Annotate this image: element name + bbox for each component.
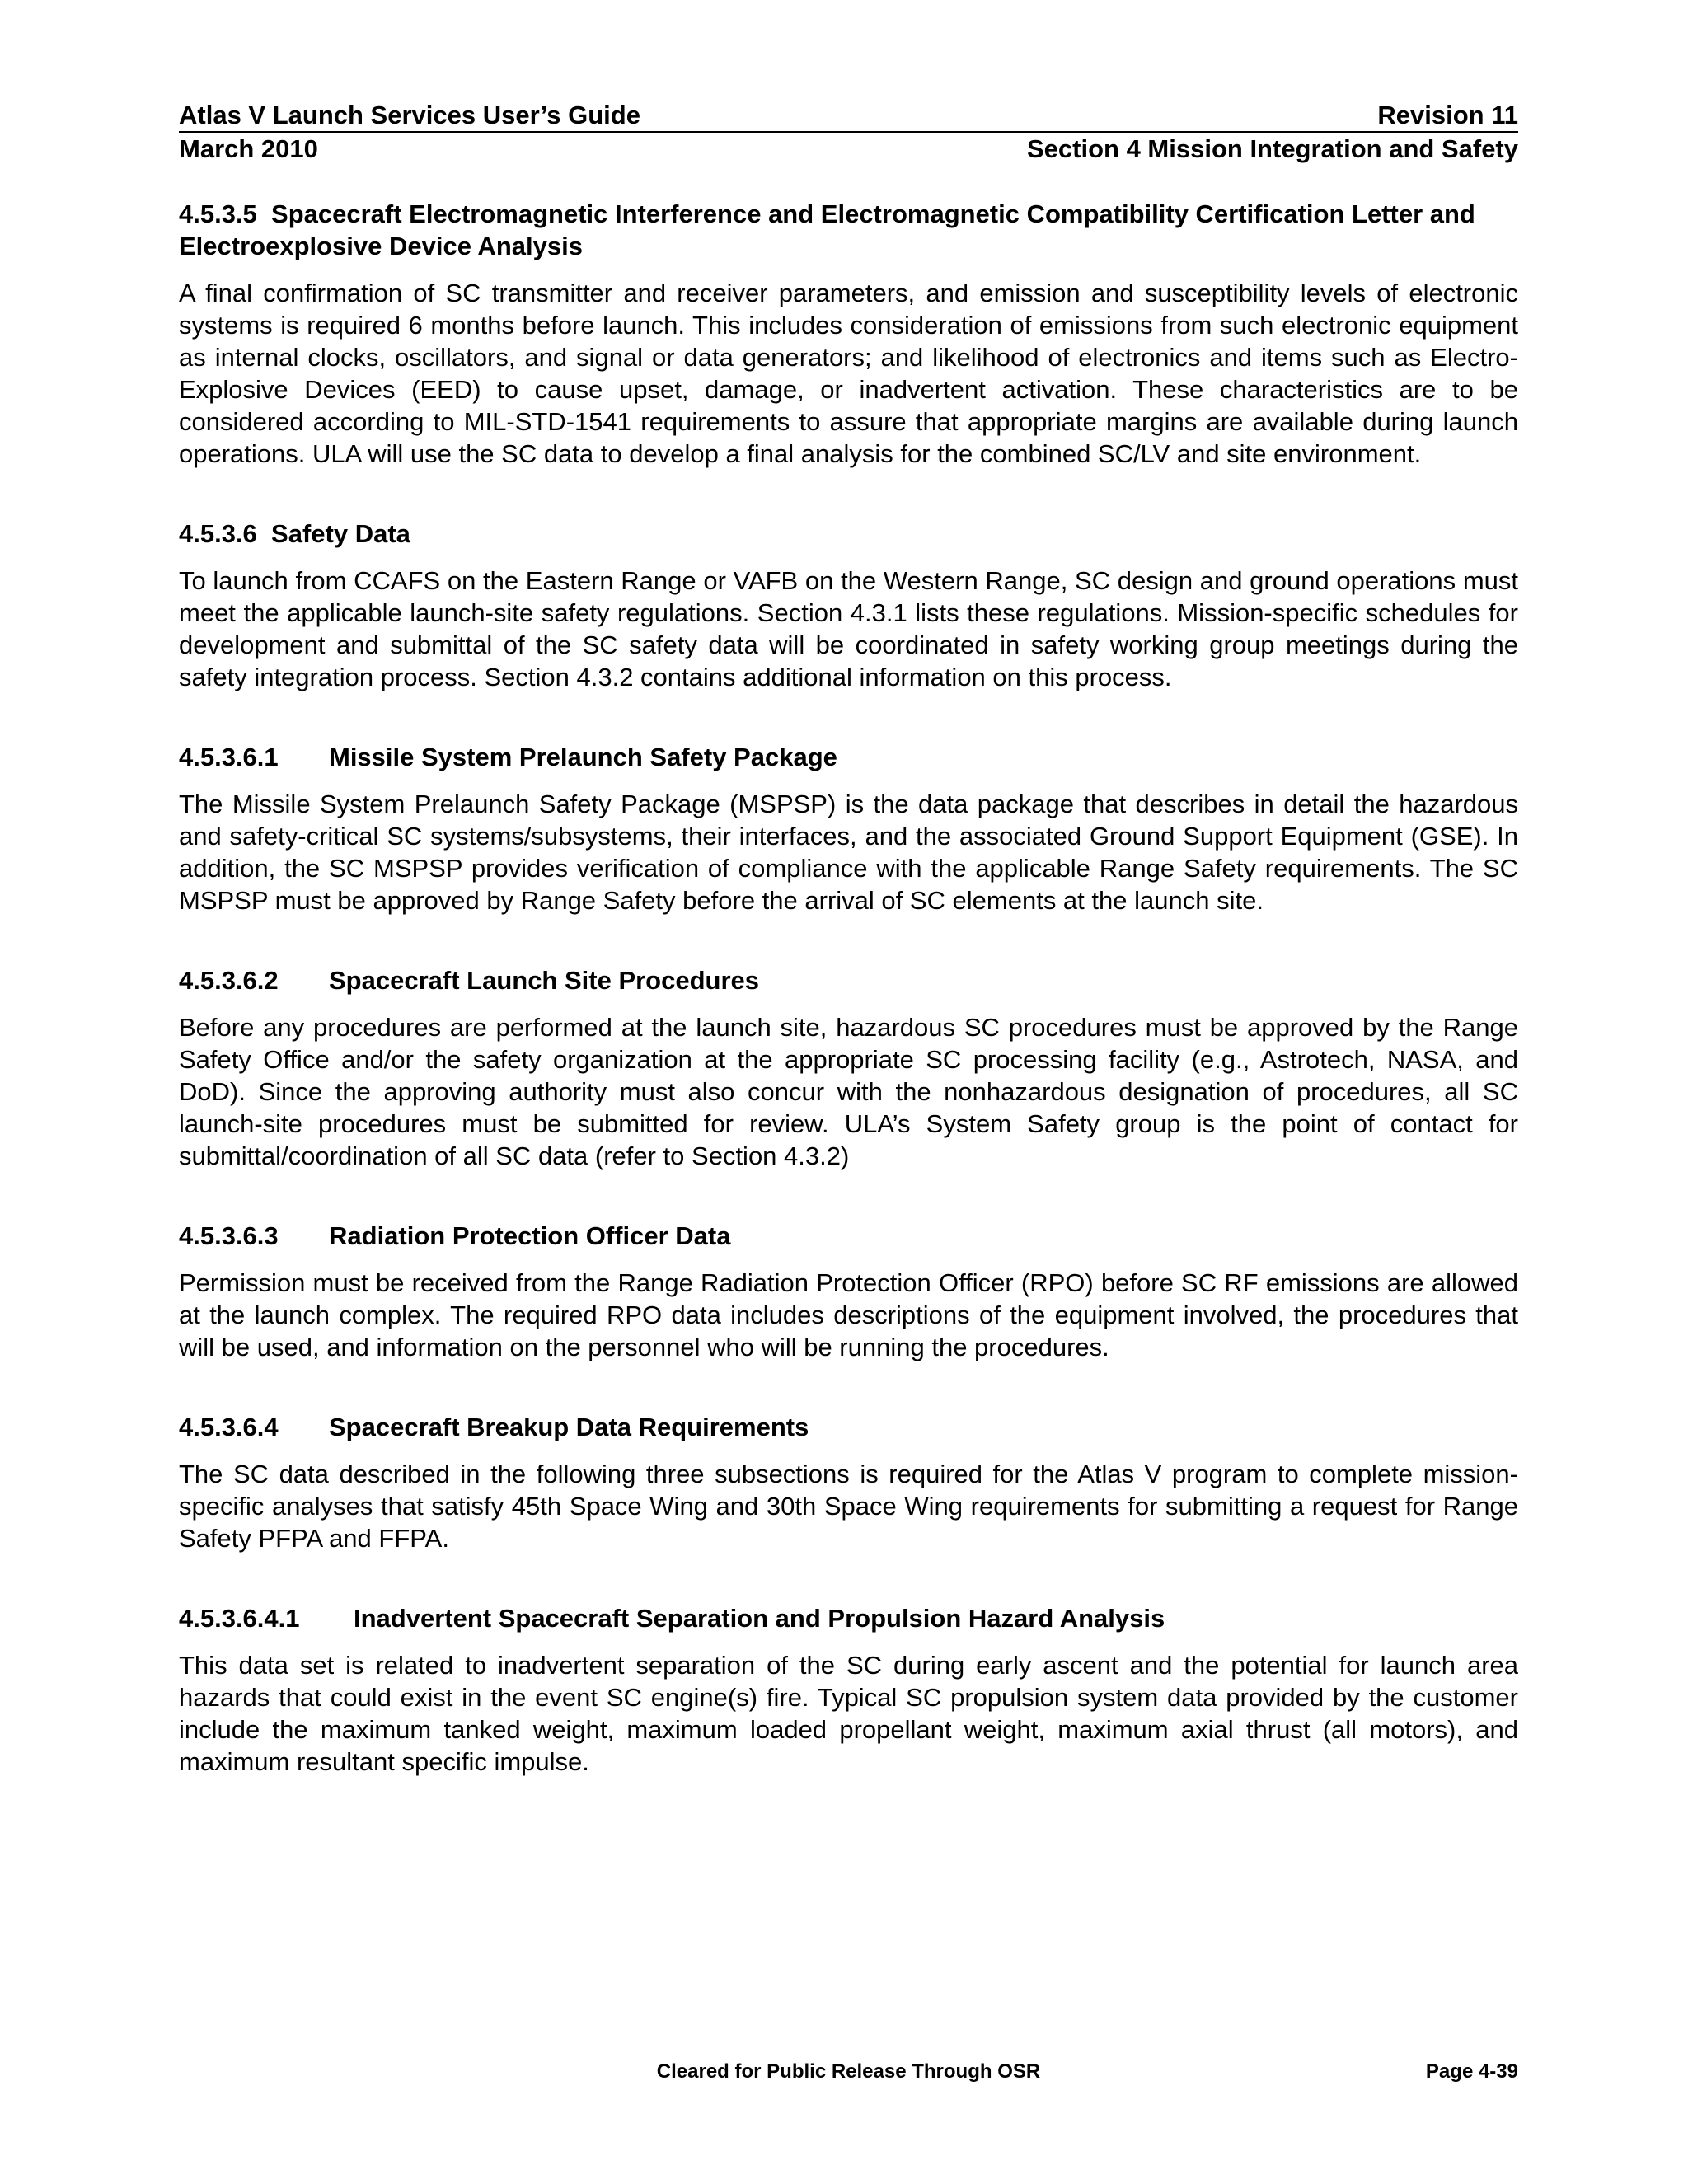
- section-title: Spacecraft Electromagnetic Interference and Electromagnetic Compatibility Certification Letter and Electroexplosive Device Analysis: [179, 199, 1475, 260]
- section-body: A final confirmation of SC transmitter and receiver parameters, and emission and susceptibility levels of electronic systems is required 6 months before launch. This includes consideration of emissions from such electronic equipment as internal clocks, oscillators, and signal or data generators; and likelihood of electronics and items such as Electro-Explosive Devices (EED) to cause upset, damage, or inadvertent activation. These characteristics are to be considered according to MIL-STD-1541 requirements to assure that appropriate margins are available during launch operations. ULA will use the SC data to develop a final analysis for the combined SC/LV and site environment.: [179, 279, 1518, 468]
- page-content: [179, 198, 1518, 1825]
- document-page: [179, 0, 1518, 2184]
- section-number: 4.5.3.6.1: [179, 743, 279, 771]
- section-title: Missile System Prelaunch Safety Package: [329, 743, 837, 771]
- section-heading: [179, 741, 1518, 773]
- section-4-5-3-6-4: [179, 1411, 1518, 1554]
- page-number: Page 4-39: [1425, 2060, 1518, 2083]
- section-4-5-3-6-4-1: [179, 1602, 1518, 1778]
- section-body: Permission must be received from the Range Radiation Protection Officer (RPO) before SC RF emissions are allowed at the launch complex. The required RPO data includes descriptions of the equipment involved, the procedures that will be used, and information on the personnel who will be running the procedures.: [179, 1268, 1518, 1361]
- clearance-note: Cleared for Public Release Through OSR: [656, 2060, 1041, 2083]
- section-heading: [179, 518, 1518, 550]
- section-heading: [179, 964, 1518, 996]
- section-body: The Missile System Prelaunch Safety Package (MSPSP) is the data package that describes in detail the hazardous and safety-critical SC systems/subsystems, their interfaces, and the associated Ground Support Equipment (GSE). In addition, the SC MSPSP provides verification of compliance with the applicable Range Safety requirements. The SC MSPSP must be approved by Range Safety before the arrival of SC elements at the launch site.: [179, 790, 1518, 915]
- section-title: Spacecraft Launch Site Procedures: [329, 966, 760, 995]
- section-heading: [179, 198, 1518, 262]
- section-number: 4.5.3.6.4.1: [179, 1604, 300, 1633]
- section-title: Radiation Protection Officer Data: [329, 1221, 731, 1250]
- section-4-5-3-5: [179, 198, 1518, 470]
- section-4-5-3-6: [179, 518, 1518, 693]
- section-body: Before any procedures are performed at the launch site, hazardous SC procedures must be approved by the Range Safety Office and/or the safety organization at the appropriate SC processing facility (e.g., Astrotech, NASA, and DoD). Since the approving authority must also concur with the nonhazardous designation of procedures, all SC launch-site procedures must be submitted for review. ULA’s System Safety group is the point of contact for submittal/coordination of all SC data (refer to Section 4.3.2): [179, 1013, 1518, 1170]
- document-date: March 2010: [179, 134, 318, 163]
- section-title: Safety Data: [271, 519, 410, 548]
- section-number: 4.5.3.6.3: [179, 1221, 279, 1250]
- section-heading: [179, 1411, 1518, 1443]
- section-body: This data set is related to inadvertent separation of the SC during early ascent and the potential for launch area hazards that could exist in the event SC engine(s) fire. Typical SC propulsion system data provided by the customer include the maximum tanked weight, maximum loaded propellant weight, maximum axial thrust (all motors), and maximum resultant specific impulse.: [179, 1651, 1518, 1776]
- revision-label: Revision 11: [1377, 101, 1518, 129]
- section-number: 4.5.3.6: [179, 519, 257, 548]
- section-number: 4.5.3.6.4: [179, 1413, 279, 1441]
- section-4-5-3-6-2: [179, 964, 1518, 1172]
- section-heading: [179, 1220, 1518, 1252]
- section-title: Inadvertent Spacecraft Separation and Propulsion Hazard Analysis: [354, 1604, 1165, 1633]
- page-footer: [179, 2055, 1518, 2088]
- section-body: The SC data described in the following three subsections is required for the Atlas V program to complete mission-specific analyses that satisfy 45th Space Wing and 30th Space Wing requirements for submitting a request for Range Safety PFPA and FFPA.: [179, 1460, 1518, 1553]
- section-number: 4.5.3.6.2: [179, 966, 279, 995]
- section-4-5-3-6-1: [179, 741, 1518, 916]
- section-title: Spacecraft Breakup Data Requirements: [329, 1413, 809, 1441]
- section-label: Section 4 Mission Integration and Safety: [1027, 134, 1518, 163]
- section-4-5-3-6-3: [179, 1220, 1518, 1363]
- section-body: To launch from CCAFS on the Eastern Range or VAFB on the Western Range, SC design and ground operations must meet the applicable launch-site safety regulations. Section 4.3.1 lists these regulations. Mission-specific schedules for development and submittal of the SC safety data will be coordinated in safety working group meetings during the safety integration process. Section 4.3.2 contains additional information on this process.: [179, 566, 1518, 691]
- running-header-bottom: [179, 134, 1518, 165]
- section-number: 4.5.3.5: [179, 199, 257, 228]
- document-title: Atlas V Launch Services User’s Guide: [179, 101, 640, 129]
- section-heading: [179, 1602, 1518, 1634]
- running-header-top: [179, 100, 1518, 133]
